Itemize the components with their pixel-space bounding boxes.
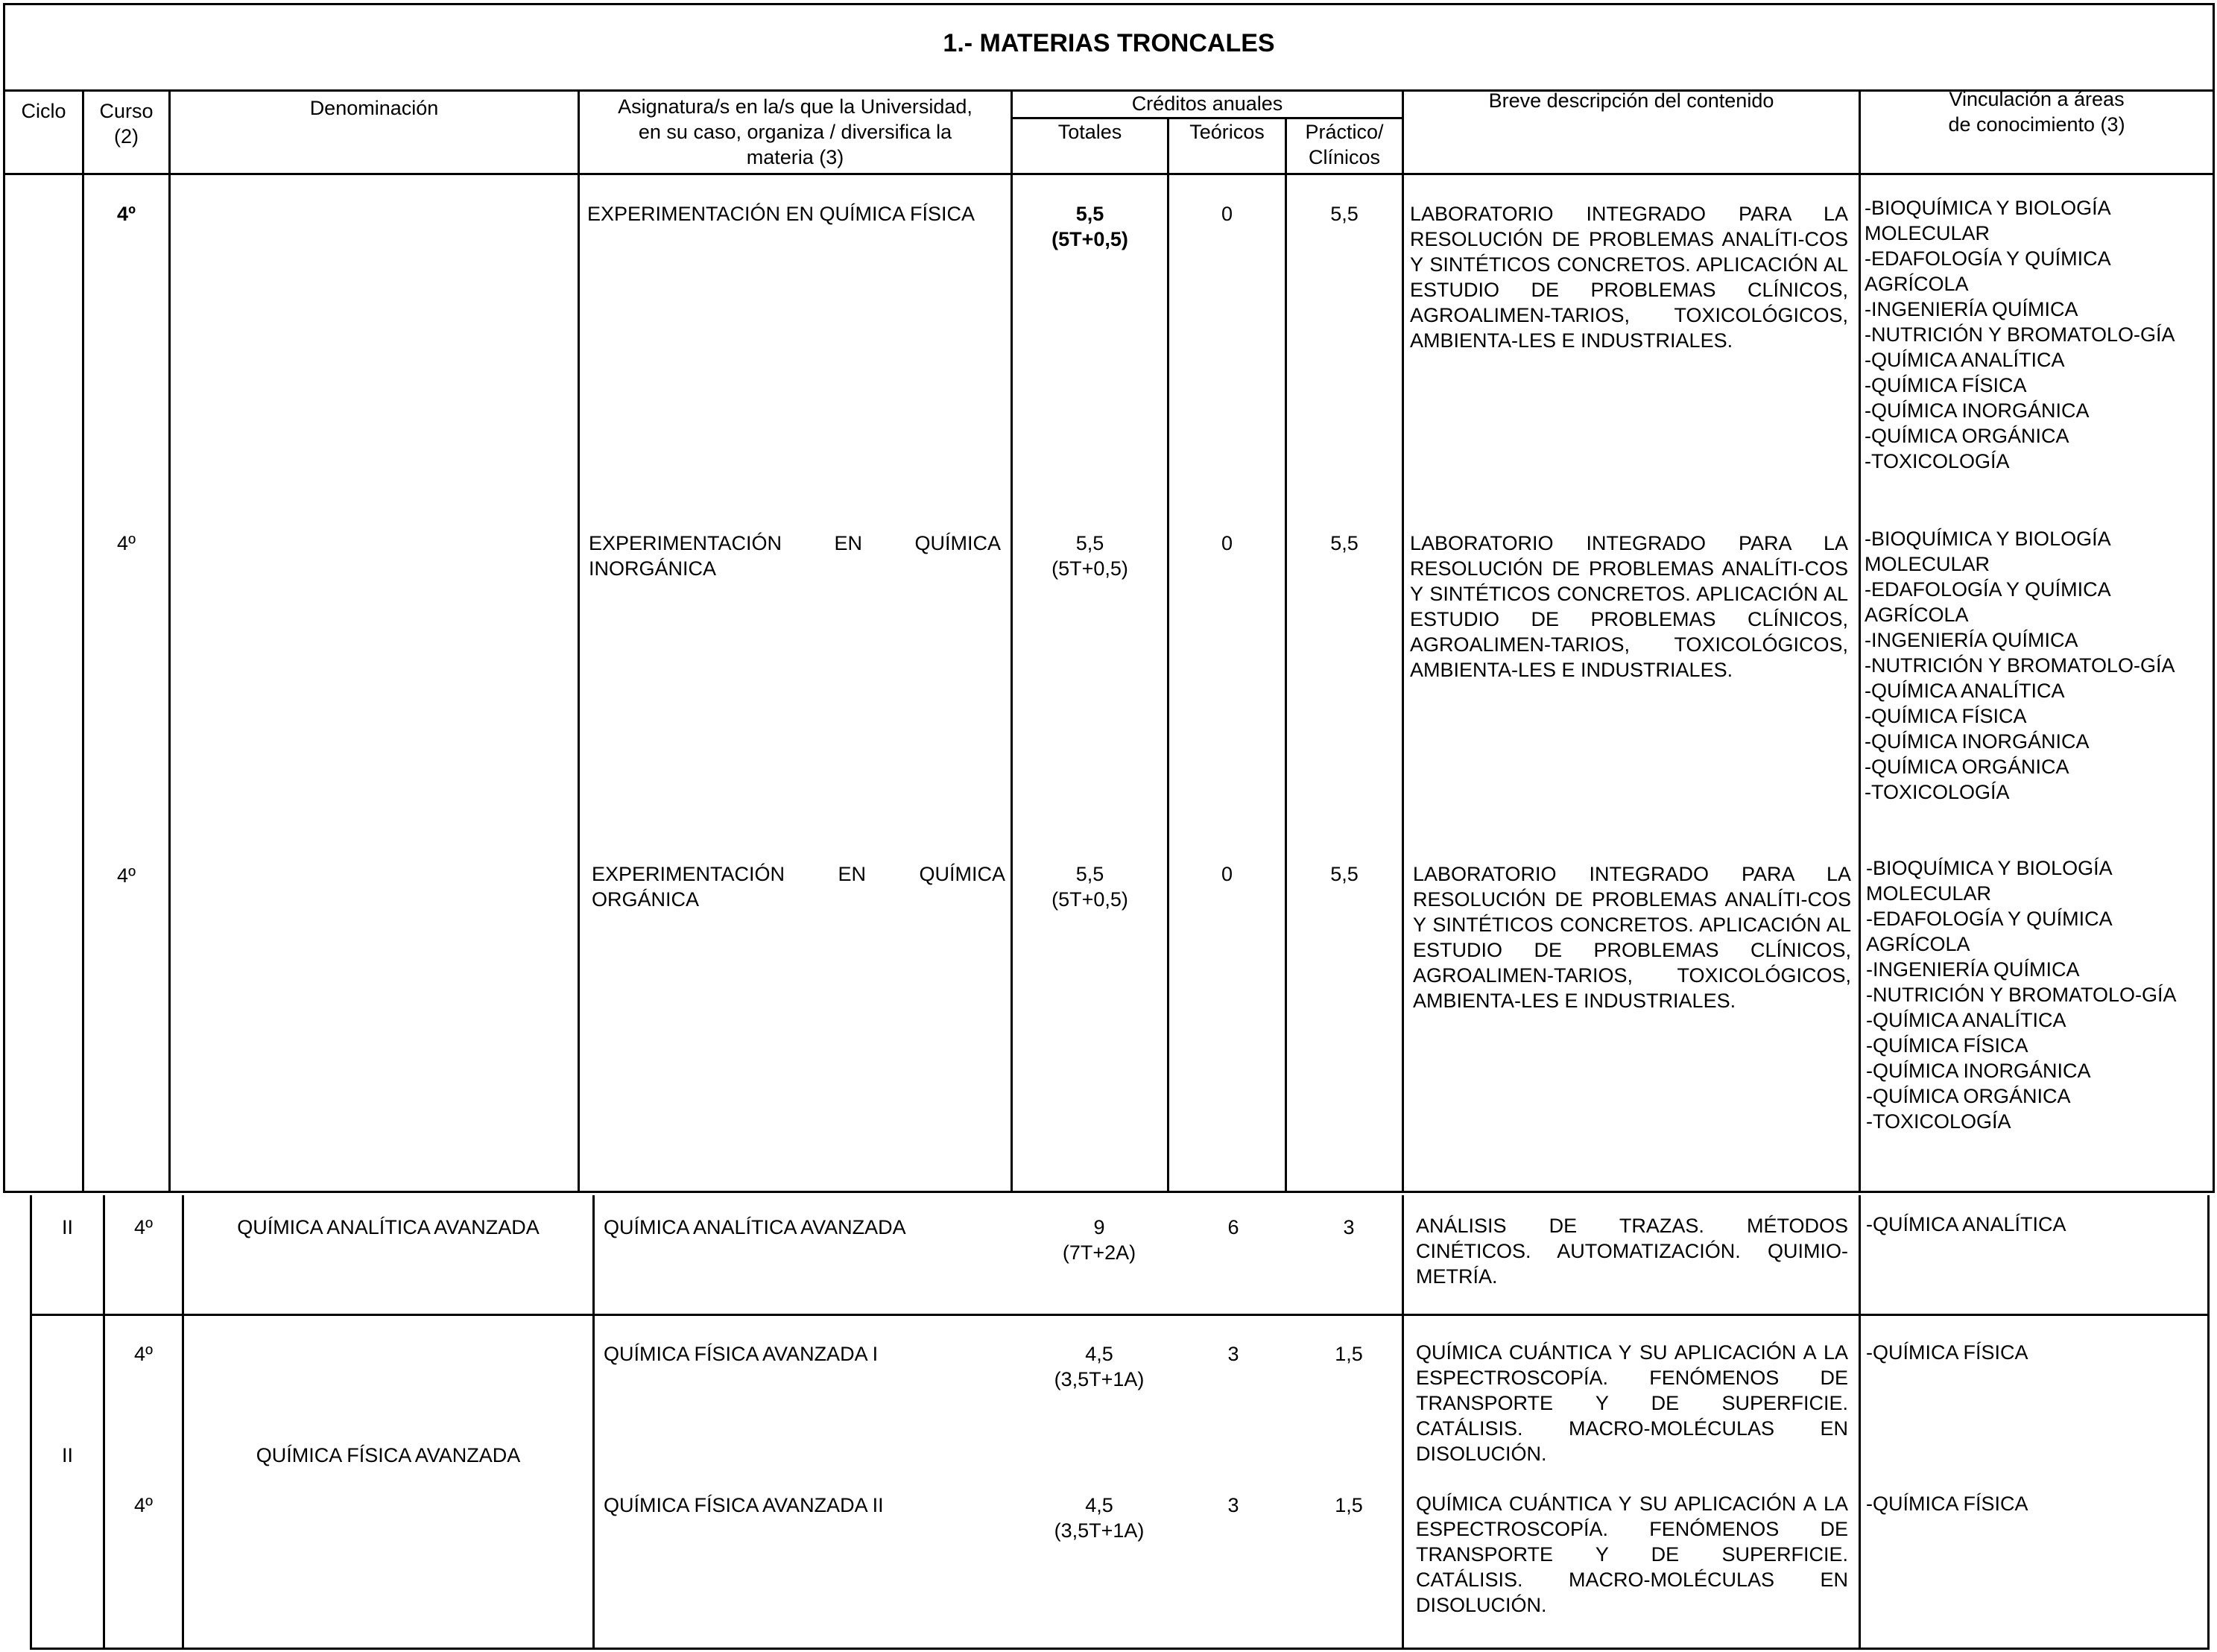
row-teoricos: 3 — [1227, 1494, 1239, 1516]
header-asignatura: Asignatura/s en la/s que la Universidad, en su caso, organiza / diversifica la materia (3) — [618, 95, 972, 168]
row-totales: 5,5 (5T+0,5) — [1051, 532, 1128, 580]
row-curso: 4º — [134, 1494, 153, 1516]
row-totales: 5,5 (5T+0,5) — [1051, 203, 1128, 250]
col-line-1 — [82, 89, 84, 1192]
lower-col-line-4 — [1402, 1195, 1404, 1650]
row-denominacion: QUÍMICA FÍSICA AVANZADA — [256, 1444, 521, 1466]
header-totales: Totales — [1057, 121, 1122, 143]
lower-row-divider — [30, 1314, 2210, 1316]
col-line-5 — [1167, 117, 1169, 1192]
row-vinculacion: -BIOQUÍMICA Y BIOLOGÍA MOLECULAR -EDAFOLOGÍA Y QUÍMICA AGRÍCOLA -INGENIERÍA QUÍMICA -NUTRICIÓN Y BROMATOLO-GÍA -QUÍMICA ANALÍTICA -QUÍMICA FÍSICA -QUÍMICA INORGÁNICA -QUÍMICA ORGÁNICA -TOXICOLOGÍA — [1866, 857, 2177, 1133]
row-vinculacion: -QUÍMICA FÍSICA — [1866, 1341, 2028, 1364]
row-teoricos: 0 — [1221, 863, 1233, 885]
lower-col-line-3 — [592, 1195, 595, 1650]
row-asignatura: EXPERIMENTACIÓN EN QUÍMICA FÍSICA — [587, 203, 975, 225]
row-ciclo: II — [61, 1216, 73, 1238]
header-creditos: Créditos anuales — [1131, 92, 1283, 115]
row-practicos: 5,5 — [1330, 203, 1359, 225]
header-curso: Curso (2) — [99, 100, 154, 148]
lower-col-line-2 — [182, 1195, 184, 1650]
row-curso: 4º — [117, 864, 136, 887]
row-descripcion: LABORATORIO INTEGRADO PARA LA RESOLUCIÓN DE PROBLEMAS ANALÍTI-COS Y SINTÉTICOS CONCRETOS. APLICACIÓN AL ESTUDIO DE PROBLEMAS CLÍNICOS, AGROALIMEN-TARIOS, TOXICOLÓGICOS, AMBIENTA-LES E INDUSTRIALES. — [1410, 203, 1848, 352]
col-line-3 — [578, 89, 580, 1192]
row-curso: 4º — [117, 203, 136, 225]
header-bottom — [3, 173, 2215, 175]
row-descripcion: LABORATORIO INTEGRADO PARA LA RESOLUCIÓN DE PROBLEMAS ANALÍTI-COS Y SINTÉTICOS CONCRETOS. APLICACIÓN AL ESTUDIO DE PROBLEMAS CLÍNICOS, AGROALIMEN-TARIOS, TOXICOLÓGICOS, AMBIENTA-LES E INDUSTRIALES. — [1410, 532, 1848, 681]
row-totales: 4,5 (3,5T+1A) — [1054, 1494, 1145, 1542]
row-curso: 4º — [134, 1216, 153, 1238]
row-descripcion: QUÍMICA CUÁNTICA Y SU APLICACIÓN A LA ESPECTROSCOPÍA. FENÓMENOS DE TRANSPORTE Y DE SUPERFICIE. CATÁLISIS. MACRO-MOLÉCULAS EN DISOLUCIÓN. — [1416, 1493, 1848, 1616]
page-title: 1.- MATERIAS TRONCALES — [943, 29, 1275, 57]
row-descripcion: LABORATORIO INTEGRADO PARA LA RESOLUCIÓN DE PROBLEMAS ANALÍTI-COS Y SINTÉTICOS CONCRETOS. APLICACIÓN AL ESTUDIO DE PROBLEMAS CLÍNICOS, AGROALIMEN-TARIOS, TOXICOLÓGICOS, AMBIENTA-LES E INDUSTRIALES. — [1413, 863, 1851, 1012]
row-teoricos: 0 — [1221, 532, 1233, 554]
border-top — [3, 3, 2215, 5]
upper-block-bottom — [3, 1191, 2215, 1193]
border-left-upper — [3, 3, 5, 1192]
row-denominacion: QUÍMICA ANALÍTICA AVANZADA — [237, 1216, 540, 1238]
row-totales: 9 (7T+2A) — [1062, 1216, 1136, 1264]
header-teoricos: Teóricos — [1189, 121, 1265, 143]
lower-col-line-1 — [103, 1195, 105, 1650]
lower-right-border — [2207, 1195, 2210, 1650]
row-asignatura: QUÍMICA FÍSICA AVANZADA II — [604, 1494, 884, 1516]
row-vinculacion: -BIOQUÍMICA Y BIOLOGÍA MOLECULAR -EDAFOLOGÍA Y QUÍMICA AGRÍCOLA -INGENIERÍA QUÍMICA -NUTRICIÓN Y BROMATOLO-GÍA -QUÍMICA ANALÍTICA -QUÍMICA FÍSICA -QUÍMICA INORGÁNICA -QUÍMICA ORGÁNICA -TOXICOLOGÍA — [1865, 528, 2175, 803]
col-line-7 — [1402, 89, 1404, 1192]
row-ciclo: II — [61, 1444, 73, 1466]
row-descripcion: ANÁLISIS DE TRAZAS. MÉTODOS CINÉTICOS. AUTOMATIZACIÓN. QUIMIO-METRÍA. — [1416, 1215, 1848, 1288]
lower-block-bottom — [30, 1648, 2210, 1650]
row-curso: 4º — [134, 1343, 153, 1365]
header-denominacion: Denominación — [309, 97, 439, 119]
row-teoricos: 3 — [1227, 1343, 1239, 1365]
header-practicos: Práctico/ Clínicos — [1305, 121, 1384, 168]
lower-left-border — [30, 1195, 32, 1650]
row-totales: 5,5 (5T+0,5) — [1051, 863, 1128, 911]
col-line-6 — [1285, 117, 1287, 1192]
header-descripcion: Breve descripción del contenido — [1488, 89, 1774, 112]
row-vinculacion: -BIOQUÍMICA Y BIOLOGÍA MOLECULAR -EDAFOLOGÍA Y QUÍMICA AGRÍCOLA -INGENIERÍA QUÍMICA -NUTRICIÓN Y BROMATOLO-GÍA -QUÍMICA ANALÍTICA -QUÍMICA FÍSICA -QUÍMICA INORGÁNICA -QUÍMICA ORGÁNICA -TOXICOLOGÍA — [1865, 197, 2175, 472]
row-practicos: 1,5 — [1335, 1343, 1363, 1365]
col-line-2 — [168, 89, 171, 1192]
row-curso: 4º — [117, 532, 136, 554]
row-teoricos: 0 — [1221, 203, 1233, 225]
row-teoricos: 6 — [1227, 1216, 1239, 1238]
row-asignatura: EXPERIMENTACIÓN EN QUÍMICA INORGÁNICA — [589, 532, 1001, 580]
row-practicos: 5,5 — [1330, 532, 1359, 554]
row-asignatura: EXPERIMENTACIÓN EN QUÍMICA ORGÁNICA — [592, 863, 1005, 911]
row-practicos: 3 — [1343, 1216, 1355, 1238]
lower-col-line-5 — [1859, 1195, 1861, 1650]
header-ciclo: Ciclo — [21, 100, 66, 122]
row-descripcion: QUÍMICA CUÁNTICA Y SU APLICACIÓN A LA ESPECTROSCOPÍA. FENÓMENOS DE TRANSPORTE Y DE SUPERFICIE. CATÁLISIS. MACRO-MOLÉCULAS EN DISOLUCIÓN. — [1416, 1341, 1848, 1465]
row-practicos: 5,5 — [1330, 863, 1359, 885]
row-practicos: 1,5 — [1335, 1494, 1363, 1516]
row-asignatura: QUÍMICA FÍSICA AVANZADA I — [604, 1343, 879, 1365]
border-right-upper — [2213, 3, 2215, 1192]
col-line-4 — [1011, 89, 1013, 1192]
row-vinculacion: -QUÍMICA ANALÍTICA — [1866, 1213, 2066, 1235]
col-line-8 — [1859, 89, 1861, 1192]
row-totales: 4,5 (3,5T+1A) — [1054, 1343, 1145, 1390]
row-asignatura: QUÍMICA ANALÍTICA AVANZADA — [604, 1216, 906, 1238]
header-vinculacion: Vinculación a áreas de conocimiento (3) — [1948, 88, 2125, 136]
row-vinculacion: -QUÍMICA FÍSICA — [1866, 1493, 2028, 1515]
